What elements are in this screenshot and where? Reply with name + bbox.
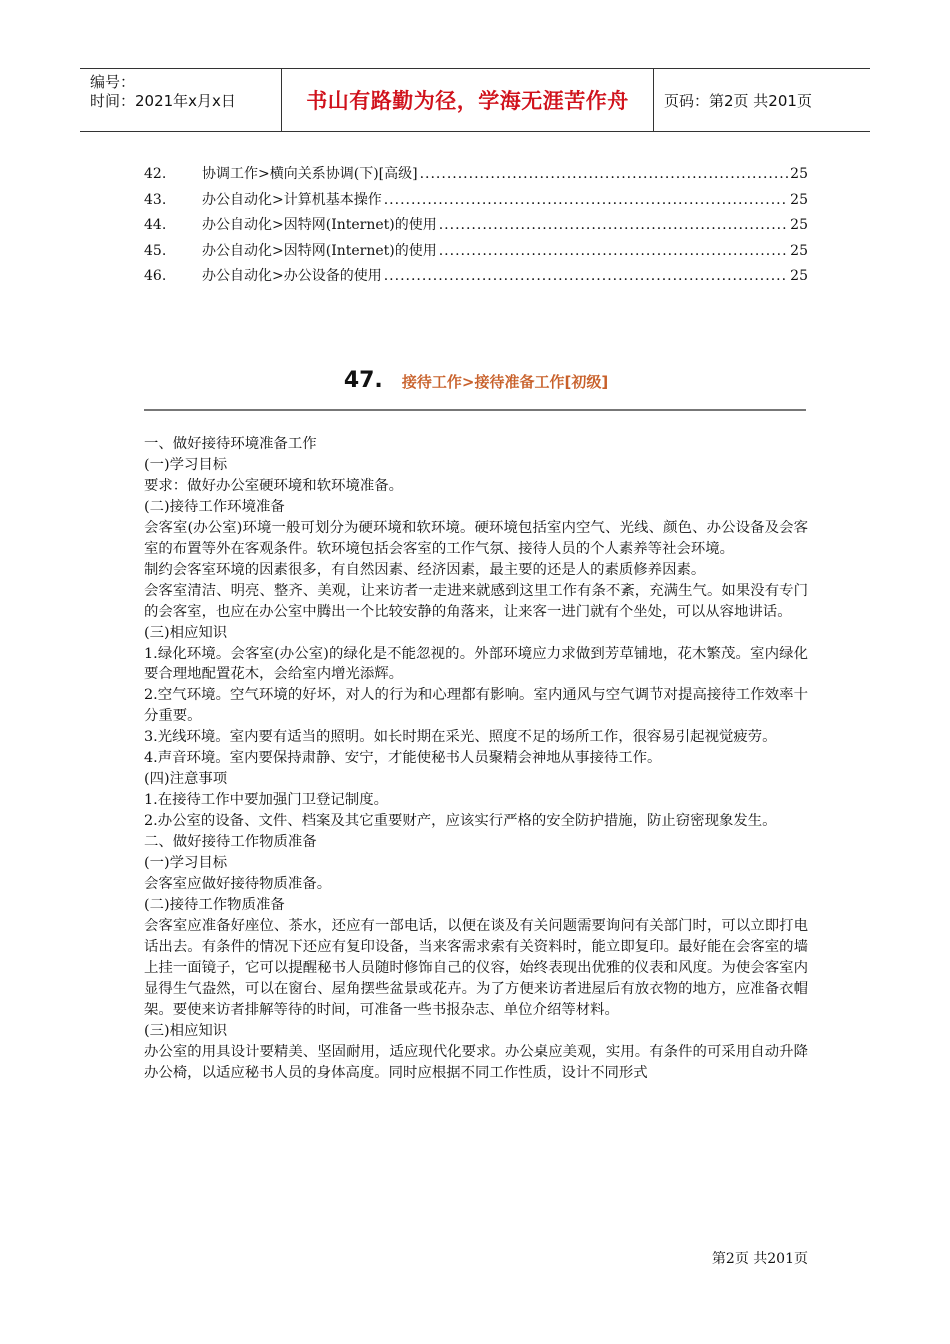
serial-label: 编号： [90,73,136,91]
body-paragraph: 2.空气环境。空气环境的好坏，对人的行为和心理都有影响。室内通风与空气调节对提高接待工作效率十分重要。 [144,687,808,725]
toc-title: 办公自动化>办公设备的使用 [202,268,382,284]
toc-number: 44. [144,217,167,233]
toc-number: 43. [144,191,167,208]
toc-number: 42. [144,166,167,182]
toc-page: 25 [790,242,808,259]
toc-entry[interactable] [144,240,808,266]
body-paragraph: 1.绿化环境。会客室(办公室)的绿化是不能忽视的。外部环境应力求做到芳草铺地，花木繁茂。室内绿化要合理地配置花木，会给室内增光添辉。 [144,645,808,683]
table-of-contents [144,163,808,291]
toc-leader [420,166,788,182]
header-motto: 书山有路勤为径，学海无涯苦作舟 [282,69,654,131]
toc-number: 45. [144,242,167,259]
body-paragraph: (二)接待工作物质准备 [144,896,285,913]
toc-title: 办公自动化>因特网(Internet)的使用 [202,217,437,233]
article-body [144,434,808,1084]
body-paragraph: 会客室应做好接待物质准备。 [144,876,332,893]
toc-leader [384,268,788,284]
section-title: 接待工作>接待准备工作[初级] [401,373,609,391]
toc-leader [384,192,788,208]
toc-title: 协调工作>横向关系协调(下)[高级] [202,166,418,182]
body-paragraph: 2.办公室的设备、文件、档案及其它重要财产，应该实行严格的安全防护措施，防止窃密现象发生。 [144,813,777,830]
body-paragraph: 会客室应准备好座位、茶水，还应有一部电话，以便在谈及有关问题需要询问有关部门时，可以立即打电话出去。有条件的情况下还应有复印设备，当来客需求索有关资料时，能立即复印。最好能在会客室的墙上挂一面镜子，它可以提醒秘书人员随时修饰自己的仪容，始终表现出优雅的仪表和风度。为使会客室内显得生气盎然，可以在窗台、屋角摆些盆景或花卉。为了方便来访者进屋后有放衣物的地方，应准备衣帽架。要使来访者排解等待的时间，可准备一些书报杂志、单位介绍等材料。 [144,917,808,1018]
date-line: 时间：2021年x月x日 [90,92,236,110]
header-page-code: 页码：第2页 共201页 [664,91,812,110]
header-meta [80,69,282,131]
body-paragraph: 3.光线环境。室内要有适当的照明。如长时期在采光、照度不足的场所工作，很容易引起视觉疲劳。 [144,729,777,746]
toc-title: 办公自动化>因特网(Internet)的使用 [202,242,437,259]
body-paragraph: 4.声音环境。室内要保持肃静、安宁，才能使秘书人员聚精会神地从事接待工作。 [144,750,662,767]
toc-entry[interactable] [144,189,808,215]
toc-page: 25 [790,166,808,182]
page-footer: 第2页 共201页 [711,1251,808,1267]
section-divider [144,409,806,411]
toc-title: 办公自动化>计算机基本操作 [202,191,382,208]
body-paragraph: 会客室(办公室)环境一般可划分为硬环境和软环境。硬环境包括室内空气、光线、颜色、办公设备及会客室的布置等外在客观条件。软环境包括会客室的工作气氛、接待人员的个人素养等社会环境。 [144,519,808,557]
body-paragraph: (三)相应知识 [144,624,228,641]
page-header [80,68,870,132]
body-paragraph: (一)学习目标 [144,456,228,473]
body-paragraph: 会客室清洁、明亮、整齐、美观，让来访者一走进来就感到这里工作有条不紊，充满生气。如果没有专门的会客室，也应在办公室中腾出一个比较安静的角落来，让来客一进门就有个坐处，可以从容地讲话。 [144,582,808,620]
body-paragraph: 制约会客室环境的因素很多，有自然因素、经济因素，最主要的还是人的素质修养因素。 [144,561,706,578]
body-paragraph: 要求：做好办公室硬环境和软环境准备。 [144,477,404,494]
body-paragraph: 1.在接待工作中要加强门卫登记制度。 [144,792,388,809]
toc-page: 25 [790,268,808,284]
section-number: 47. [343,368,383,393]
body-paragraph: (二)接待工作环境准备 [144,498,285,515]
toc-number: 46. [144,268,167,284]
body-paragraph: (一)学习目标 [144,855,228,872]
body-paragraph: 办公室的用具设计要精美、坚固耐用，适应现代化要求。办公桌应美观，实用。有条件的可采用自动升降办公椅，以适应秘书人员的身体高度。同时应根据不同工作性质，设计不同形式 [144,1043,808,1081]
body-paragraph: 一、做好接待环境准备工作 [144,436,317,452]
toc-entry[interactable] [144,214,808,240]
toc-entry[interactable] [144,265,808,291]
body-paragraph: (三)相应知识 [144,1022,228,1039]
section-heading [144,368,808,393]
toc-entry[interactable] [144,163,808,189]
body-paragraph: (四)注意事项 [144,771,228,788]
toc-page: 25 [790,191,808,208]
toc-leader [439,217,788,233]
body-paragraph: 二、做好接待工作物质准备 [144,834,317,851]
toc-page: 25 [790,217,808,233]
toc-leader [439,243,788,259]
